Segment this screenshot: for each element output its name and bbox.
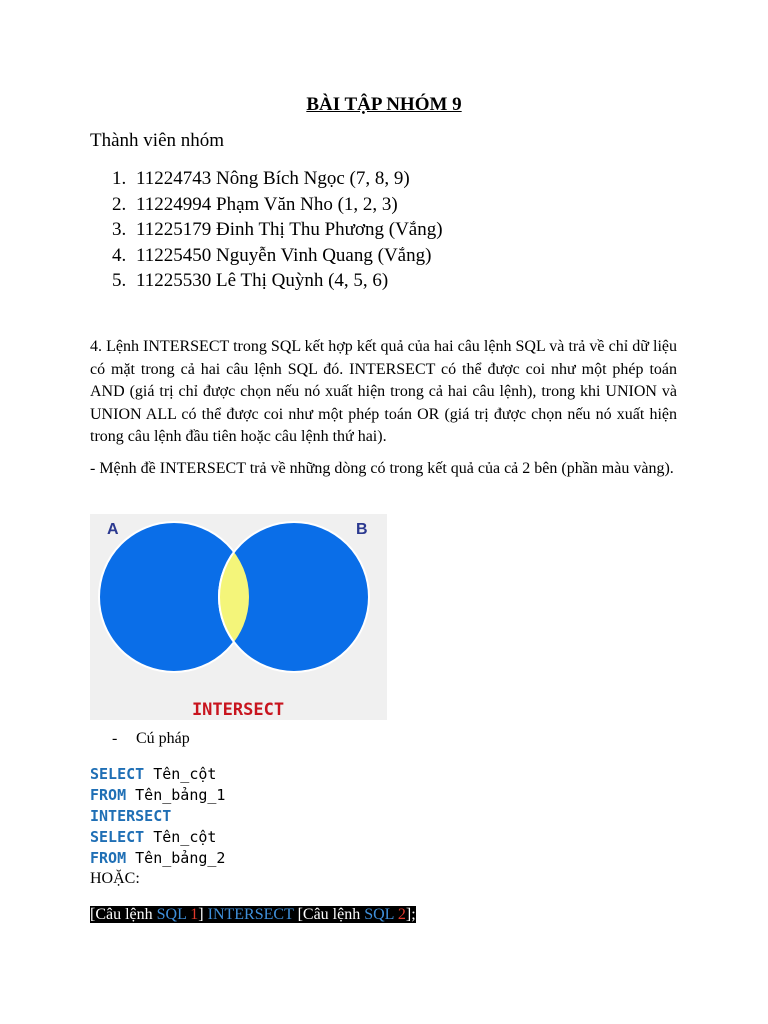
member-text: 11225179 Đinh Thị Thu Phương (Vắng) xyxy=(136,219,443,240)
member-number: 3. xyxy=(112,219,127,240)
code-keyword: INTERSECT xyxy=(90,807,172,825)
member-text: 11224994 Phạm Văn Nho (1, 2, 3) xyxy=(136,193,398,215)
code-text: Tên_cột xyxy=(144,828,217,846)
code-text: Tên_bảng_2 xyxy=(126,849,226,867)
member-item xyxy=(112,217,443,243)
syntax-text: ] xyxy=(198,906,208,923)
member-list xyxy=(112,166,443,294)
member-number: 5. xyxy=(112,270,127,291)
member-number: 2. xyxy=(112,193,127,215)
code-line xyxy=(90,806,225,827)
syntax-text: ]; xyxy=(405,906,416,923)
alternative-syntax xyxy=(90,905,416,925)
member-item xyxy=(112,268,443,294)
syntax-number: 1 xyxy=(190,906,199,923)
venn-label-b: B xyxy=(356,521,368,538)
or-label: HOẶC: xyxy=(90,870,140,887)
code-keyword: SELECT xyxy=(90,828,145,846)
intersect-note: - Mệnh đề INTERSECT trả về những dòng có trong kết quả của cả 2 bên (phần màu vàng). xyxy=(90,460,674,477)
member-item xyxy=(112,243,443,269)
code-keyword: FROM xyxy=(90,786,127,804)
syntax-text: [Câu lệnh xyxy=(293,906,365,923)
code-keyword: FROM xyxy=(90,849,127,867)
code-block xyxy=(90,764,225,869)
code-text: Tên_cột xyxy=(144,765,217,783)
venn-label-a: A xyxy=(107,521,119,538)
member-text: 11225530 Lê Thị Quỳnh (4, 5, 6) xyxy=(136,270,389,291)
member-number: 4. xyxy=(112,244,127,266)
syntax-keyword: INTERSECT xyxy=(207,906,294,923)
code-keyword: SELECT xyxy=(90,765,145,783)
code-line xyxy=(90,827,225,848)
code-line xyxy=(90,764,225,785)
syntax-text: [Câu lệnh xyxy=(90,906,157,923)
member-item xyxy=(112,166,443,192)
syntax-sql: SQL xyxy=(156,906,187,923)
bullet-text: Cú pháp xyxy=(136,730,190,747)
intersect-description: 4. Lệnh INTERSECT trong SQL kết hợp kết quả của hai câu lệnh SQL và trả về chỉ dữ liệu có mặt trong cả hai câu lệnh SQL đó. INTERSECT có thể được coi như một phép toán AND (giá trị chỉ được chọn nếu nó xuất hiện trong cả hai câu lệnh), trong khi UNION và UNION ALL có thể được coi như một phép toán OR (giá trị được chọn nếu nó xuất hiện trong câu lệnh đầu tiên hoặc câu lệnh thứ hai). xyxy=(90,338,677,445)
venn-diagram xyxy=(90,514,387,720)
members-heading: Thành viên nhóm xyxy=(90,130,225,151)
syntax-bullet xyxy=(112,730,190,748)
code-text: Tên_bảng_1 xyxy=(126,786,226,804)
syntax-sql: SQL xyxy=(364,906,394,923)
member-number: 1. xyxy=(112,168,127,189)
page-title: BÀI TẬP NHÓM 9 xyxy=(306,94,462,115)
member-text: 11225450 Nguyễn Vinh Quang (Vắng) xyxy=(136,244,432,266)
member-item xyxy=(112,192,443,218)
code-line xyxy=(90,785,225,806)
syntax-number: 2 xyxy=(397,906,406,923)
bullet-dash: - xyxy=(112,730,118,747)
member-text: 11224743 Nông Bích Ngọc (7, 8, 9) xyxy=(136,168,410,189)
venn-caption: INTERSECT xyxy=(191,700,285,720)
code-line xyxy=(90,848,225,869)
